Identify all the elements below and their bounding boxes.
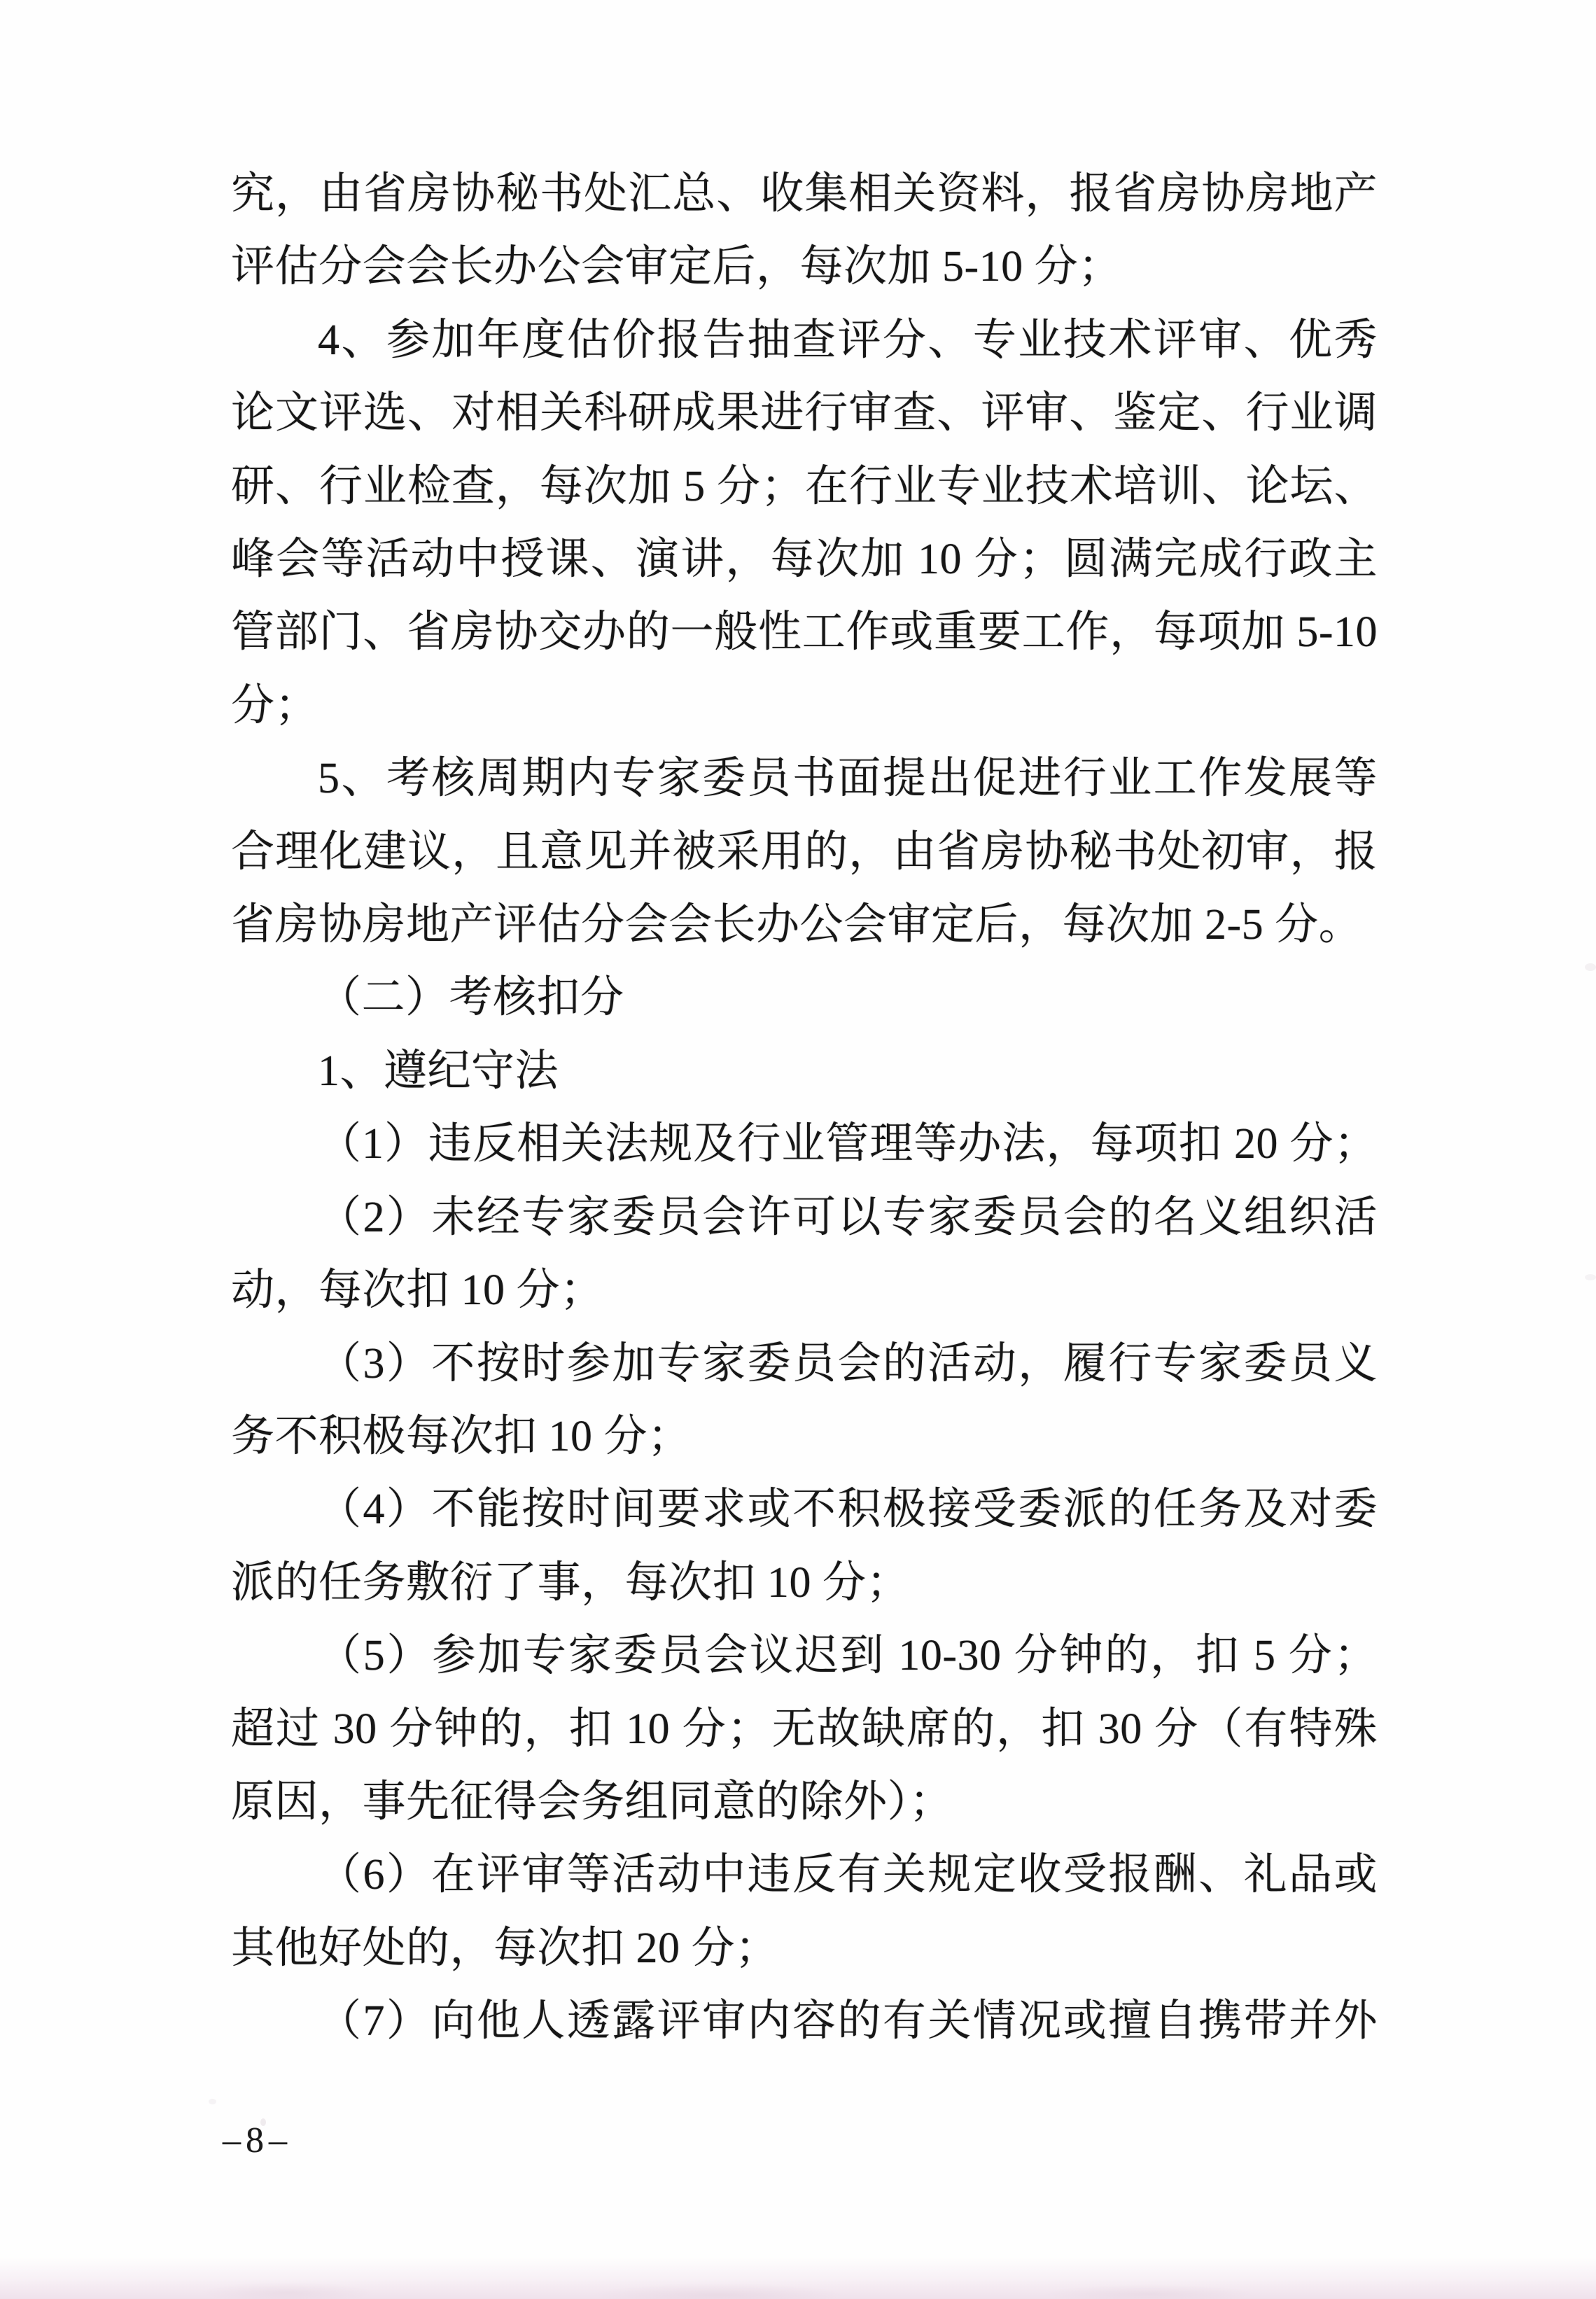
- page-number: –8–: [223, 2120, 292, 2160]
- document-line: 峰会等活动中授课、演讲，每次加 10 分；圆满完成行政主: [231, 536, 1378, 584]
- document-line: 其他好处的，每次扣 20 分；: [231, 1924, 779, 1972]
- document-line: （7）向他人透露评审内容的有关情况或擅自携带并外: [318, 1997, 1378, 2046]
- document-line: 评估分会会长办公会审定后，每次加 5-10 分；: [231, 243, 1122, 291]
- document-line: 超过 30 分钟的，扣 10 分；无故缺席的，扣 30 分（有特殊: [231, 1705, 1378, 1753]
- document-line: 务不积极每次扣 10 分；: [231, 1412, 692, 1460]
- document-body: [231, 158, 1378, 2058]
- document-line: 省房协房地产评估分会会长办公会审定后，每次加 2-5 分。: [231, 901, 1363, 949]
- document-line: 管部门、省房协交办的一般性工作或重要工作，每项加 5-10: [231, 608, 1378, 657]
- document-section-heading: （二）考核扣分: [318, 974, 624, 1022]
- document-line: （1）违反相关法规及行业管理等办法，每项扣 20 分；: [318, 1120, 1378, 1168]
- document-line: 5、考核周期内专家委员书面提出促进行业工作发展等: [318, 755, 1378, 803]
- document-line: 研、行业检查，每次加 5 分；在行业专业技术培训、论坛、: [231, 462, 1378, 510]
- document-line: 派的任务敷衍了事，每次扣 10 分；: [231, 1558, 911, 1607]
- scan-artifact-band: [0, 2257, 1596, 2299]
- document-line: （5）参加专家委员会议迟到 10-30 分钟的，扣 5 分；: [318, 1632, 1378, 1680]
- scan-speck: [1585, 1274, 1596, 1280]
- document-line: 动，每次扣 10 分；: [231, 1266, 604, 1315]
- document-line: 分；: [231, 681, 319, 729]
- document-line: （6）在评审等活动中违反有关规定收受报酬、礼品或: [318, 1851, 1378, 1899]
- document-line: （2）未经专家委员会许可以专家委员会的名义组织活: [318, 1193, 1378, 1241]
- document-line: 究，由省房协秘书处汇总、收集相关资料，报省房协房地产: [231, 170, 1378, 218]
- scan-speck: [260, 2118, 266, 2126]
- scan-speck: [1585, 963, 1596, 971]
- document-line: 合理化建议，且意见并被采用的，由省房协秘书处初审，报: [231, 827, 1378, 876]
- document-subsection-heading: 1、遵纪守法: [318, 1047, 559, 1095]
- document-line: 4、参加年度估价报告抽查评分、专业技术评审、优秀: [318, 316, 1378, 364]
- document-line: 论文评选、对相关科研成果进行审查、评审、鉴定、行业调: [231, 389, 1378, 438]
- scan-speck: [209, 2099, 216, 2104]
- document-line: 原因，事先征得会务组同意的除外）；: [231, 1777, 953, 1826]
- document-line: （3）不按时参加专家委员会的活动，履行专家委员义: [318, 1339, 1378, 1388]
- document-line: （4）不能按时间要求或不积极接受委派的任务及对委: [318, 1486, 1378, 1534]
